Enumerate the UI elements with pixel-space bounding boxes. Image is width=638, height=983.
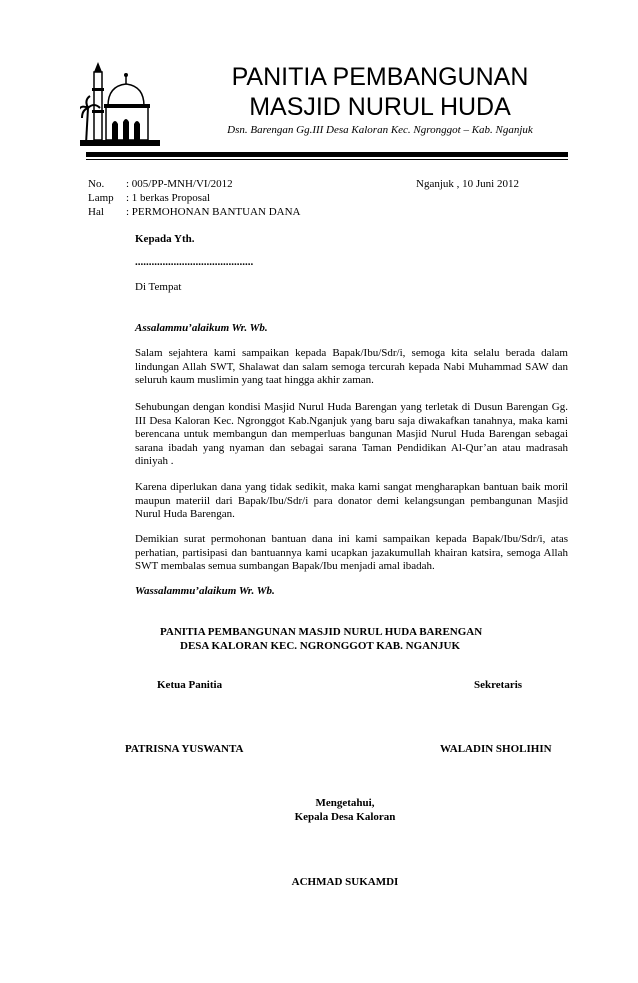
paragraph-1: Salam sejahtera kami sampaikan kepada Bapak/Ibu/Sdr/i, semoga kita selalu berada dalam lindungan Allah SWT, Shalawat dan salam semoga tercurah kepada Nabi Muhammad SAW dan seluruh kaum muslimin yang taat hingga akhir zaman. [135,347,568,386]
closing: Wassalammu’alaikum Wr. Wb. [135,585,275,597]
recipient-dots: ........................................... [135,256,254,268]
village-head-role: Kepala Desa Kaloran [294,811,396,823]
letterhead-divider-thick [86,152,568,157]
meta-lamp-label: Lamp [88,192,114,204]
letterhead-address: Dsn. Barengan Gg.III Desa Kaloran Kec. Ngronggot – Kab. Nganjuk [227,124,533,136]
role-secretary: Sekretaris [474,679,523,691]
meta-no-label: No. [88,178,105,190]
letterhead-title-line1: PANITIA PEMBANGUNAN [231,63,529,91]
letterhead-divider-thin [86,159,568,160]
recipient-place: Di Tempat [135,281,182,293]
meta-hal-label: Hal [88,206,104,218]
paragraph-4: Demikian surat permohonan bantuan dana ini kami sampaikan kepada Bapak/Ibu/Sdr/i, atas perhatian, partisipasi dan bantuannya kami ucapkan jazakumullah khairan katsira, semoga Allah SWT membalas semua sumbangan Bapak/Ibu menjadi amal ibadah. [135,533,568,572]
acknowledged-label: Mengetahui, [315,797,375,809]
org-line1: PANITIA PEMBANGUNAN MASJID NURUL HUDA BARENGAN [160,626,483,638]
letterhead-title-line2: MASJID NURUL HUDA [249,93,511,121]
meta-place-date: Nganjuk , 10 Juni 2012 [416,178,519,190]
village-head-name: ACHMAD SUKAMDI [291,876,399,888]
paragraph-3: Karena diperlukan dana yang tidak sedikit, maka kami sangat mengharapkan bantuan baik moril maupun materiil dari Bapak/Ibu/Sdr/i para donator demi kelangsungan pembangunan Masjid Nurul Huda Barengan. [135,481,568,520]
meta-lamp-value: : 1 berkas Proposal [126,192,211,204]
meta-no-value: : 005/PP-MNH/VI/2012 [126,178,233,190]
greeting: Assalammu’alaikum Wr. Wb. [135,322,268,334]
meta-hal-value: : PERMOHONAN BANTUAN DANA [126,206,301,218]
recipient-to: Kepada Yth. [135,233,195,245]
name-chairman: PATRISNA YUSWANTA [125,743,244,755]
org-line2: DESA KALORAN KEC. NGRONGGOT KAB. NGANJUK [180,640,461,652]
paragraph-2: Sehubungan dengan kondisi Masjid Nurul Huda Barengan yang terletak di Dusun Barengan Gg. III Desa Kaloran Kec. Ngronggot Kab.Nganjuk yang baru saja diwakafkan tanahnya, maka kami berencana untuk membangun dan memperluas bangunan Masjid Nurul Huda Barengan sebagai sarana ibadah yang nyaman dan sebagai sarana Taman Pendidikan Al-Qur’an atau madrasah diniyah . [135,401,568,467]
mosque-logo-icon [80,58,160,150]
name-secretary: WALADIN SHOLIHIN [440,743,552,755]
role-chairman: Ketua Panitia [157,679,223,691]
